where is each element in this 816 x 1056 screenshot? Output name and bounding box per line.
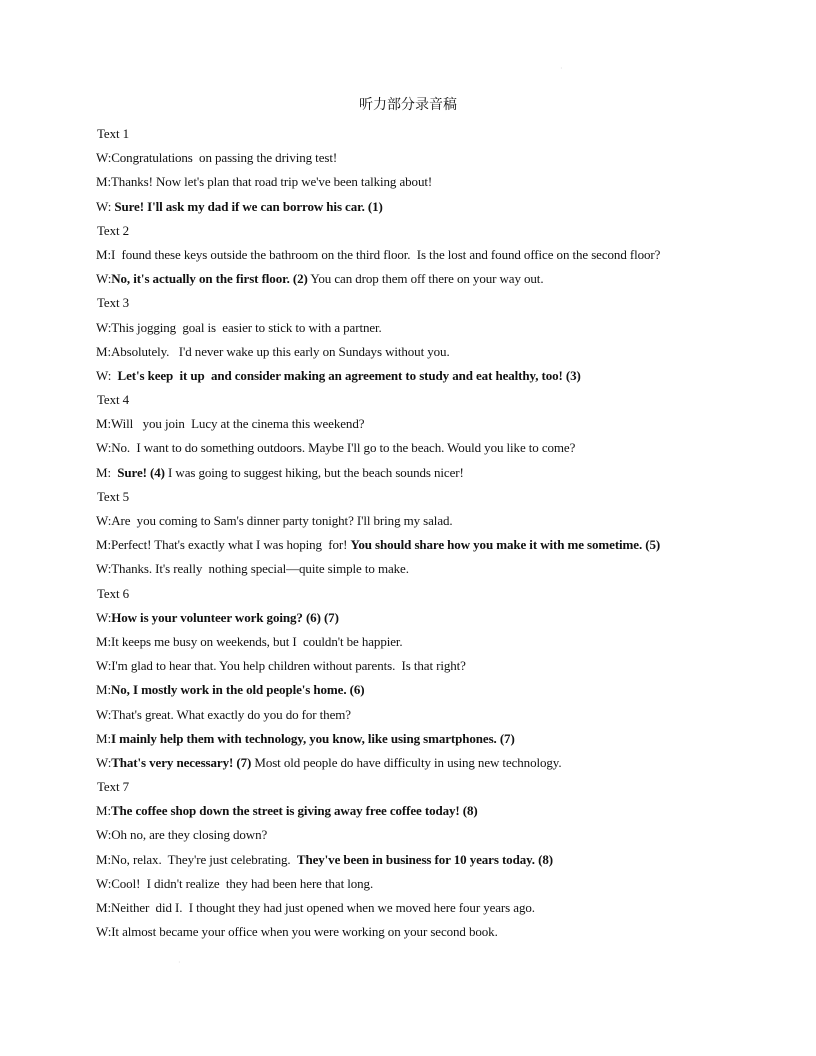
- line-text: W:That's great. What exactly do you do for them?: [96, 706, 351, 722]
- scan-speck: ·: [560, 64, 563, 73]
- section-heading: [96, 388, 736, 412]
- line-text: W:: [96, 271, 112, 287]
- bold-answer-text: Sure! I'll ask my dad if we can borrow his car. (1): [114, 198, 383, 214]
- line-text: W:: [96, 754, 112, 770]
- section-heading: [96, 582, 736, 606]
- dialogue-line: [96, 751, 736, 775]
- line-text: Text 6: [97, 585, 130, 601]
- dialogue-line: [96, 896, 736, 920]
- dialogue-line: [96, 606, 736, 630]
- line-text: W:: [96, 609, 112, 625]
- transcript-body: [96, 122, 736, 944]
- line-text: W:Are you coming to Sam's dinner party tonight? I'll bring my salad.: [96, 513, 453, 528]
- line-text: Text 4: [97, 392, 130, 408]
- dialogue-line: [96, 461, 736, 485]
- line-text: M:: [96, 803, 111, 819]
- line-text: W:Thanks. It's really nothing special—quite simple to make.: [96, 561, 409, 577]
- dialogue-line: [96, 823, 736, 847]
- line-text: Text 2: [97, 222, 130, 238]
- bold-answer-text: They've been in business for 10 years today. (8): [296, 851, 553, 867]
- section-heading: [96, 485, 736, 509]
- dialogue-line: [96, 799, 736, 823]
- dialogue-line: [96, 195, 736, 219]
- section-heading: [96, 219, 736, 243]
- line-text: M:No, relax. They're just celebrating.: [96, 851, 297, 867]
- section-heading: [96, 291, 736, 315]
- dialogue-line: [96, 436, 736, 460]
- line-text: W:No. I want to do something outdoors. Maybe I'll go to the beach. Would you like to come?: [96, 440, 576, 456]
- line-text: M:: [96, 464, 118, 480]
- page-title: 听力部分录音稿: [359, 97, 457, 113]
- line-text: M:I found these keys outside the bathroom on the third floor. Is the lost and found office on the second floor?: [96, 246, 661, 262]
- bold-answer-text: I mainly help them with technology, you know, like using smartphones. (7): [110, 730, 515, 746]
- line-text: You can drop them off there on your way out.: [307, 271, 544, 287]
- bold-answer-text: That's very necessary! (7): [111, 754, 252, 770]
- dialogue-line: [96, 316, 736, 340]
- bold-answer-text: You should share how you make it with me sometime. (5): [350, 537, 661, 553]
- dialogue-line: [96, 267, 736, 291]
- dialogue-line: [96, 170, 736, 194]
- line-text: M:: [96, 682, 111, 698]
- dialogue-line: [96, 533, 736, 557]
- line-text: W:Cool! I didn't realize they had been here that long.: [96, 875, 374, 891]
- dialogue-line: [96, 848, 736, 872]
- line-text: Most old people do have difficulty in using new technology.: [251, 754, 562, 770]
- line-text: M:Perfect! That's exactly what I was hoping for!: [96, 537, 351, 553]
- line-text: Text 7: [97, 779, 130, 795]
- dialogue-line: [96, 412, 736, 436]
- bold-answer-text: No, it's actually on the first floor. (2): [111, 271, 308, 287]
- dialogue-line: [96, 364, 736, 388]
- dialogue-line: [96, 243, 736, 267]
- bold-answer-text: Let's keep it up and consider making an agreement to study and eat healthy, too! (3): [117, 367, 581, 383]
- line-text: W:: [96, 367, 118, 383]
- dialogue-line: [96, 146, 736, 170]
- bold-answer-text: Sure! (4): [117, 464, 165, 480]
- scan-speck: ·: [178, 958, 181, 967]
- bold-answer-text: The coffee shop down the street is giving away free coffee today! (8): [110, 803, 478, 819]
- line-text: M:: [96, 730, 111, 746]
- dialogue-line: [96, 678, 736, 702]
- line-text: M:Thanks! Now let's plan that road trip we've been talking about!: [96, 174, 433, 190]
- line-text: W:: [96, 198, 115, 214]
- line-text: Text 5: [97, 488, 130, 504]
- dialogue-line: [96, 630, 736, 654]
- dialogue-line: [96, 340, 736, 364]
- line-text: M:It keeps me busy on weekends, but I couldn't be happier.: [96, 633, 403, 649]
- dialogue-line: [96, 654, 736, 678]
- line-text: Text 1: [97, 126, 130, 141]
- dialogue-line: [96, 703, 736, 727]
- line-text: Text 3: [97, 295, 130, 311]
- line-text: M:Neither did I. I thought they had just opened when we moved here four years ago.: [96, 900, 535, 915]
- line-text: W:It almost became your office when you were working on your second book.: [96, 924, 498, 940]
- line-text: I was going to suggest hiking, but the beach sounds nicer!: [164, 464, 464, 480]
- line-text: W:Oh no, are they closing down?: [96, 827, 268, 843]
- dialogue-line: [96, 920, 736, 944]
- bold-answer-text: No, I mostly work in the old people's home. (6): [110, 682, 365, 698]
- line-text: W:Congratulations on passing the driving test!: [96, 150, 338, 166]
- section-heading: [96, 122, 736, 146]
- section-heading: [96, 775, 736, 799]
- line-text: W:This jogging goal is easier to stick to with a partner.: [96, 319, 382, 335]
- line-text: M:Will you join Lucy at the cinema this weekend?: [96, 416, 365, 432]
- dialogue-line: [96, 727, 736, 751]
- dialogue-line: [96, 872, 736, 896]
- dialogue-line: [96, 509, 736, 533]
- bold-answer-text: How is your volunteer work going? (6) (7): [111, 609, 339, 625]
- line-text: M:Absolutely. I'd never wake up this early on Sundays without you.: [96, 343, 450, 359]
- dialogue-line: [96, 557, 736, 581]
- line-text: W:I'm glad to hear that. You help children without parents. Is that right?: [96, 658, 466, 674]
